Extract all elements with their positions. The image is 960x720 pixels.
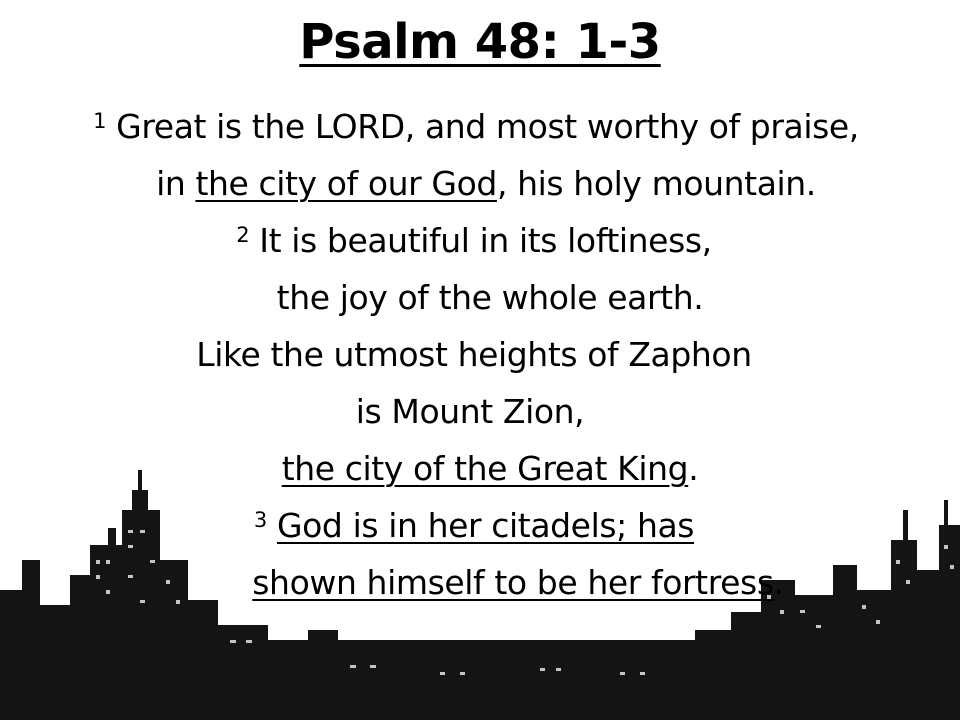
verse-2-text-2: the joy of the whole earth. bbox=[276, 278, 704, 317]
verse-2-line-3 bbox=[0, 335, 954, 374]
verse-2-line-2 bbox=[10, 278, 960, 317]
verse-number-1: 1 bbox=[93, 109, 107, 133]
verse-3-underlined-phrase-1: God is in her citadels; has bbox=[276, 506, 695, 545]
verse-1-line-2-pre: in bbox=[156, 164, 196, 203]
verse-3-line-2 bbox=[38, 563, 960, 602]
verse-2-line-5-post: . bbox=[688, 449, 699, 488]
verse-number-3: 3 bbox=[253, 508, 267, 532]
verse-2-text-3: Like the utmost heights of Zaphon bbox=[196, 335, 752, 374]
verse-3-underlined-phrase-2: shown himself to be her fortress bbox=[252, 563, 774, 602]
verse-2-text-1: It is beautiful in its loftiness, bbox=[259, 221, 712, 260]
slide-title: Psalm 48: 1-3 bbox=[299, 14, 661, 70]
verse-1-text: Great is the LORD, and most worthy of praise, bbox=[116, 107, 859, 146]
verse-1-line-2 bbox=[6, 164, 960, 203]
verse-2-line-1 bbox=[0, 221, 954, 260]
verse-2-line-5 bbox=[10, 449, 960, 488]
verse-3-line-1 bbox=[0, 506, 954, 545]
verse-2-underlined-phrase: the city of the Great King bbox=[281, 449, 689, 488]
verse-1-underlined-phrase: the city of our God bbox=[195, 164, 497, 203]
verse-1-line-2-post: , his holy mountain. bbox=[496, 164, 816, 203]
verse-1-line-1 bbox=[0, 107, 956, 146]
verse-2-line-4 bbox=[0, 392, 950, 431]
verse-3-line-2-post: . bbox=[773, 563, 784, 602]
verse-number-2: 2 bbox=[236, 223, 250, 247]
verse-2-text-4: is Mount Zion, bbox=[355, 392, 585, 431]
